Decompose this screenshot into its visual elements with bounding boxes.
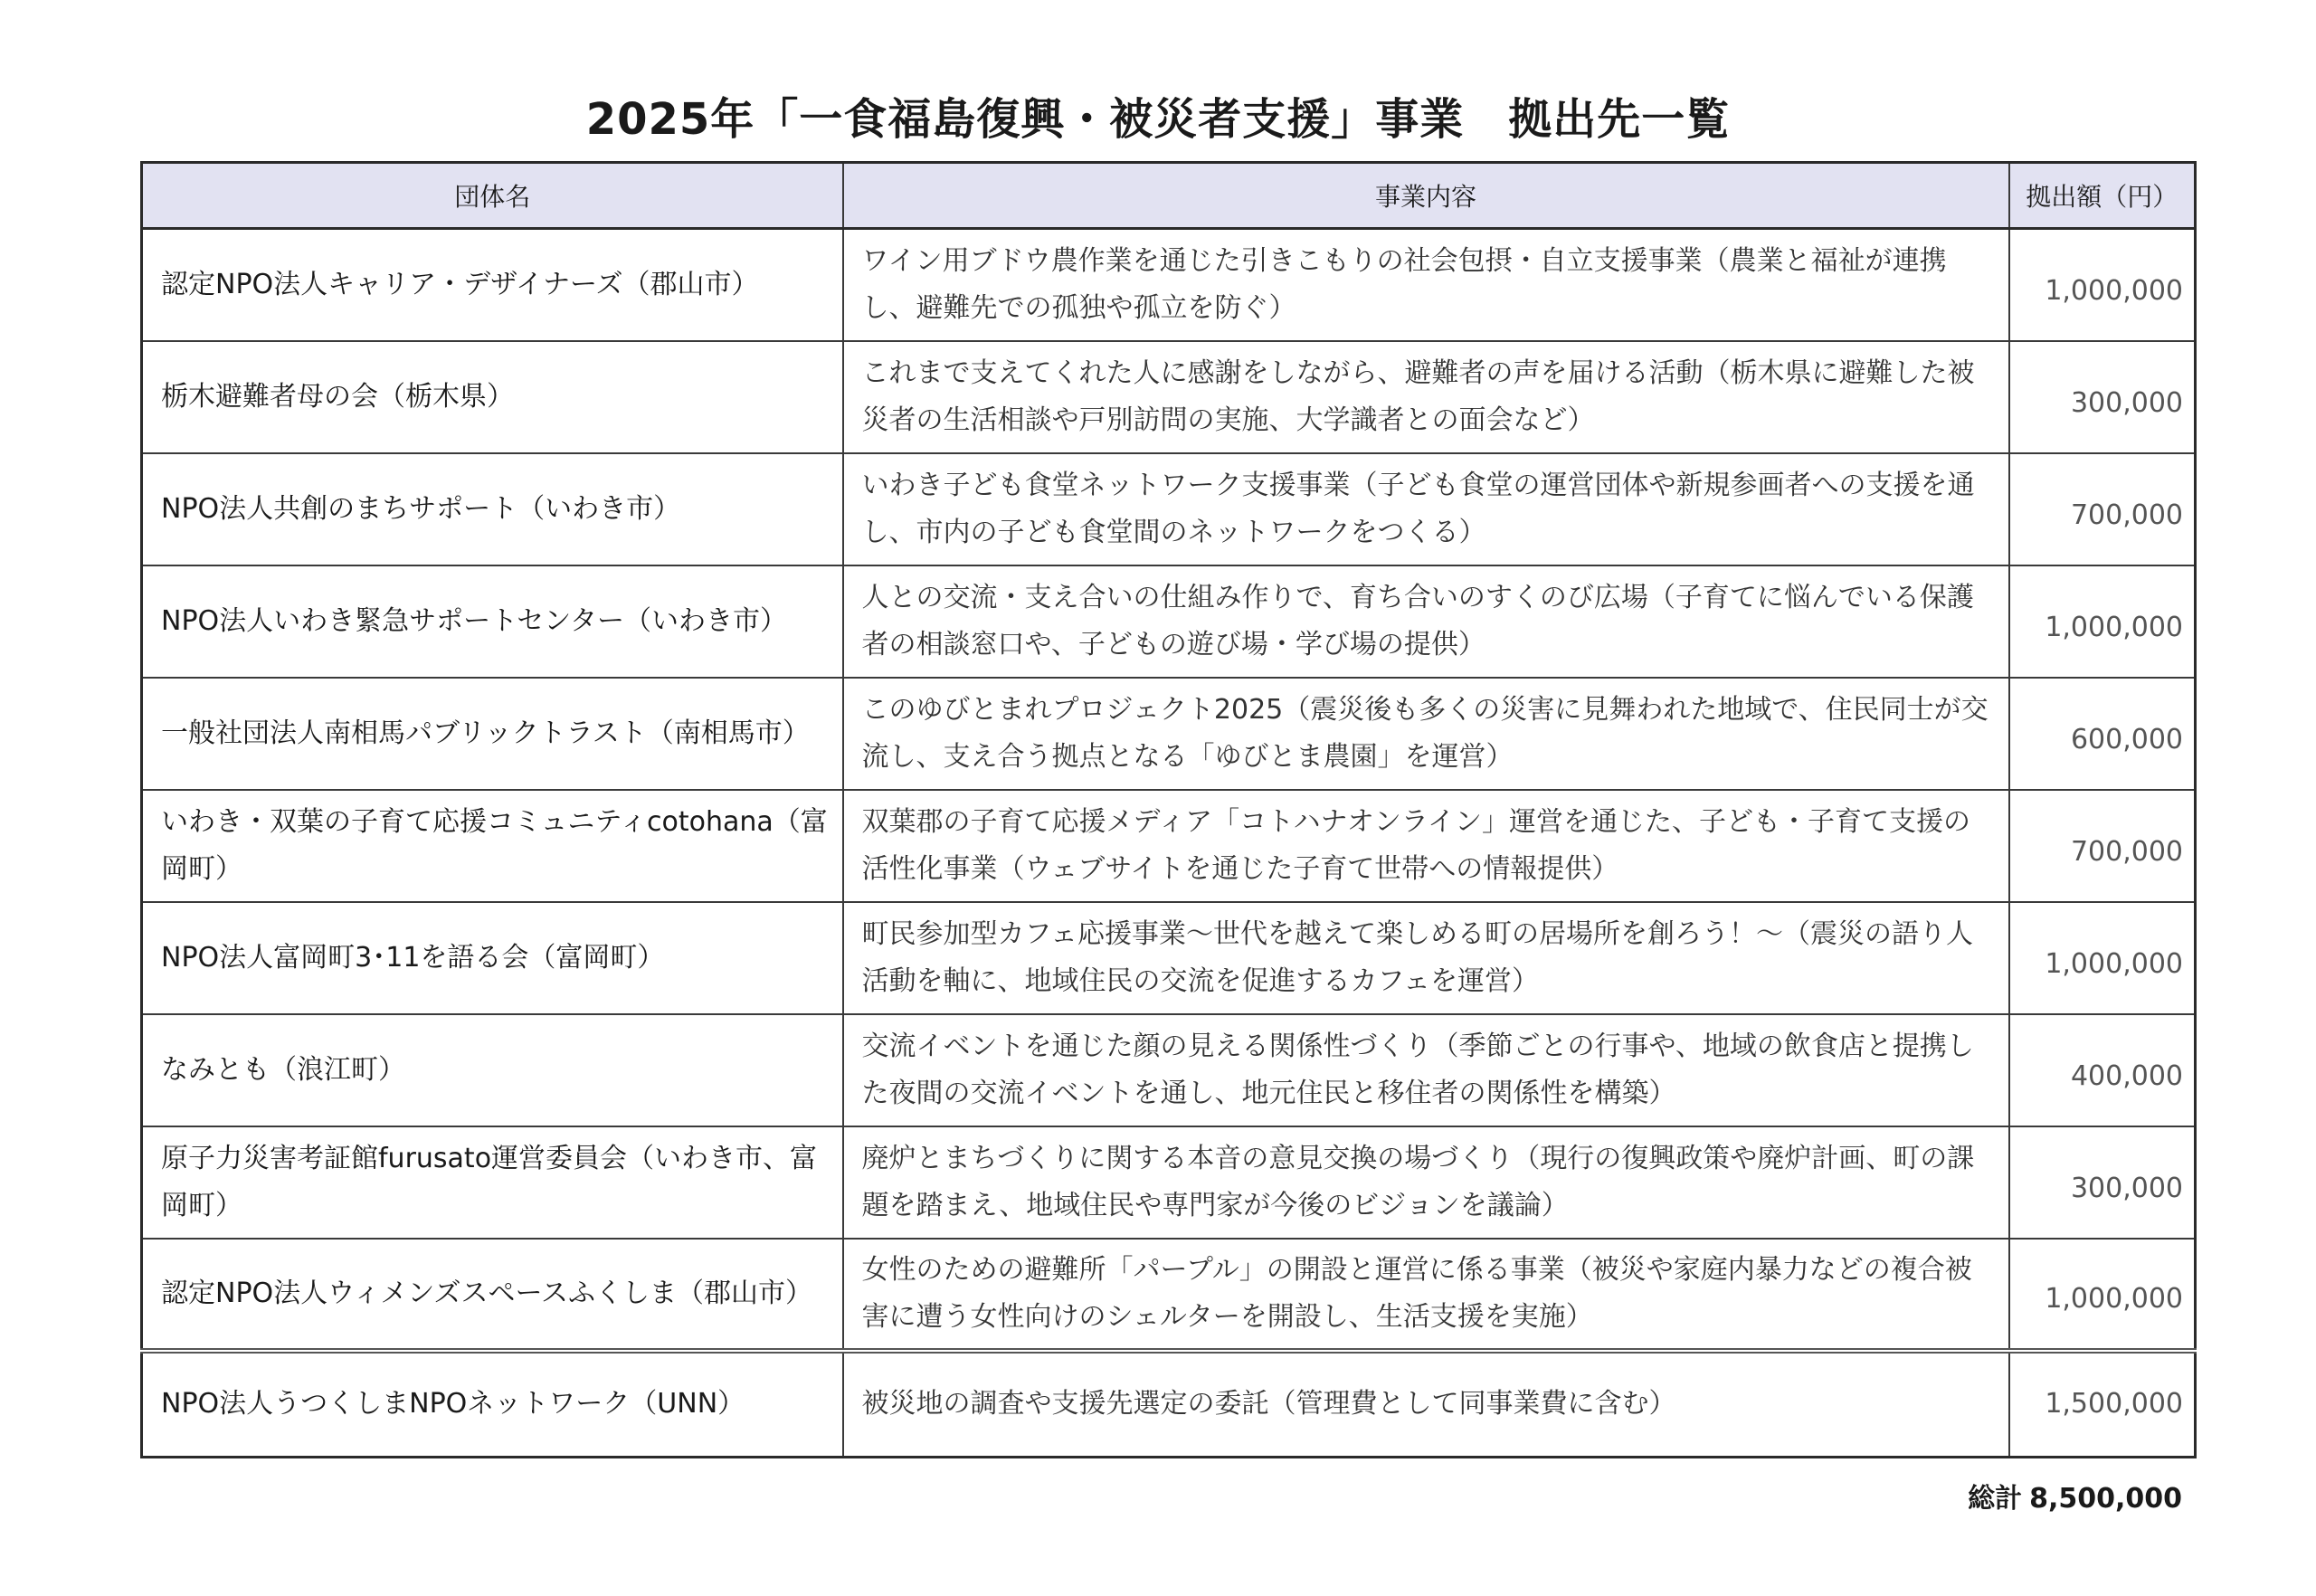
header-desc: 事業内容 <box>843 163 2009 229</box>
page-title: 2025年「一食福島復興・被災者支援」事業 拠出先一覧 <box>585 94 1731 145</box>
project-description: 被災地の調査や支援先選定の委託（管理費として同事業費に含む） <box>843 1351 2009 1458</box>
table-row-admin <box>142 1351 2196 1458</box>
table-row <box>142 790 2196 902</box>
grand-total <box>1968 1477 2182 1522</box>
project-description: 人との交流・支え合いの仕組み作りで、育ち合いのすくのび広場（子育てに悩んでいる保護者の相談窓口や、子どもの遊び場・学び場の提供） <box>843 565 2009 678</box>
recipient-table <box>140 161 2197 1458</box>
org-name: 一般社団法人南相馬パブリックトラスト（南相馬市） <box>142 678 843 790</box>
project-description: 双葉郡の子育て応援メディア「コトハナオンライン」運営を通じた、子ども・子育て支援の活性化事業（ウェブサイトを通じた子育て世帯への情報提供） <box>843 790 2009 902</box>
table-row <box>142 341 2196 453</box>
total-value: 8,500,000 <box>2029 1483 2182 1515</box>
project-description: これまで支えてくれた人に感謝をしながら、避難者の声を届ける活動（栃木県に避難した被災者の生活相談や戸別訪問の実施、大学識者との面会など） <box>843 341 2009 453</box>
table-row <box>142 678 2196 790</box>
contribution-amount: 400,000 <box>2009 1014 2196 1126</box>
project-description: ワイン用ブドウ農作業を通じた引きこもりの社会包摂・自立支援事業（農業と福祉が連携し、避難先での孤独や孤立を防ぐ） <box>843 229 2009 341</box>
org-name: NPO法人いわき緊急サポートセンター（いわき市） <box>142 565 843 678</box>
table-row <box>142 1239 2196 1351</box>
contribution-amount: 1,500,000 <box>2009 1351 2196 1458</box>
contribution-amount: 600,000 <box>2009 678 2196 790</box>
table-row <box>142 902 2196 1014</box>
header-org: 団体名 <box>142 163 843 229</box>
table-row <box>142 565 2196 678</box>
table-row <box>142 1014 2196 1126</box>
contribution-amount: 700,000 <box>2009 453 2196 565</box>
org-name: NPO法人富岡町3･11を語る会（富岡町） <box>142 902 843 1014</box>
contribution-amount: 1,000,000 <box>2009 565 2196 678</box>
table-header-row <box>142 163 2196 229</box>
total-label: 総計 <box>1968 1483 2023 1515</box>
org-name: 認定NPO法人キャリア・デザイナーズ（郡山市） <box>142 229 843 341</box>
table-row <box>142 1126 2196 1239</box>
project-description: 交流イベントを通じた顔の見える関係性づくり（季節ごとの行事や、地域の飲食店と提携した夜間の交流イベントを通し、地元住民と移住者の関係性を構築） <box>843 1014 2009 1126</box>
org-name: NPO法人共創のまちサポート（いわき市） <box>142 453 843 565</box>
org-name: いわき・双葉の子育て応援コミュニティcotohana（富岡町） <box>142 790 843 902</box>
project-description: 女性のための避難所「パープル」の開設と運営に係る事業（被災や家庭内暴力などの複合被害に遭う女性向けのシェルターを開設し、生活支援を実施） <box>843 1239 2009 1351</box>
contribution-amount: 300,000 <box>2009 1126 2196 1239</box>
contribution-amount: 1,000,000 <box>2009 1239 2196 1351</box>
org-name: NPO法人うつくしまNPOネットワーク（UNN） <box>142 1351 843 1458</box>
table-row <box>142 453 2196 565</box>
org-name: 栃木避難者母の会（栃木県） <box>142 341 843 453</box>
project-description: 廃炉とまちづくりに関する本音の意見交換の場づくり（現行の復興政策や廃炉計画、町の課題を踏まえ、地域住民や専門家が今後のビジョンを議論） <box>843 1126 2009 1239</box>
header-amount: 拠出額（円） <box>2009 163 2196 229</box>
contribution-amount: 300,000 <box>2009 341 2196 453</box>
org-name: 認定NPO法人ウィメンズスペースふくしま（郡山市） <box>142 1239 843 1351</box>
contribution-amount: 700,000 <box>2009 790 2196 902</box>
project-description: いわき子ども食堂ネットワーク支援事業（子ども食堂の運営団体や新規参画者への支援を通し、市内の子ども食堂間のネットワークをつくる） <box>843 453 2009 565</box>
contribution-amount: 1,000,000 <box>2009 229 2196 341</box>
table-row <box>142 229 2196 341</box>
contribution-amount: 1,000,000 <box>2009 902 2196 1014</box>
project-description: 町民参加型カフェ応援事業～世代を越えて楽しめる町の居場所を創ろう！～（震災の語り人活動を軸に、地域住民の交流を促進するカフェを運営） <box>843 902 2009 1014</box>
org-name: 原子力災害考証館furusato運営委員会（いわき市、富岡町） <box>142 1126 843 1239</box>
project-description: このゆびとまれプロジェクト2025（震災後も多くの災害に見舞われた地域で、住民同士が交流し、支え合う拠点となる「ゆびとま農園」を運営） <box>843 678 2009 790</box>
org-name: なみとも（浪江町） <box>142 1014 843 1126</box>
